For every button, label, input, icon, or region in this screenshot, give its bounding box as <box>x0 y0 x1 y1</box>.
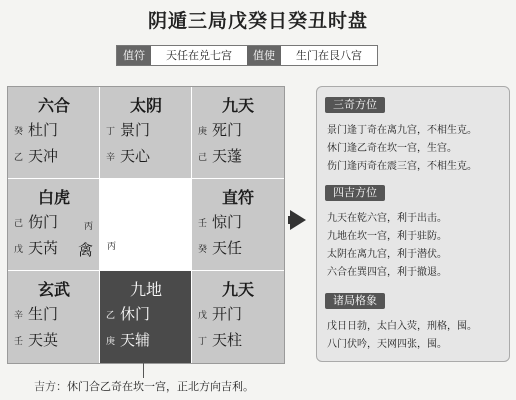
palace-stem-top: 乙 <box>106 311 116 321</box>
palace-zhen <box>8 179 100 271</box>
palace-god: 太阴 <box>129 96 162 115</box>
siji-line: 太阴在离九宫，利于潜伏。 <box>327 249 447 260</box>
footer-label: 吉方： <box>34 380 67 393</box>
palace-stem-top: 戊 <box>198 311 208 321</box>
palace-side-stem: 丙 <box>83 222 93 232</box>
palace-li <box>100 87 192 179</box>
zhi-fu-label: 值符 <box>117 46 151 65</box>
palace-god: 九天 <box>221 96 254 115</box>
palace-star: 天蓬 <box>212 147 243 165</box>
palace-stem-bottom: 乙 <box>14 153 24 163</box>
palace-kun <box>192 87 284 179</box>
palace-kan <box>100 271 192 363</box>
palace-star: 天冲 <box>28 147 59 165</box>
palace-god: 玄武 <box>37 280 70 299</box>
palace-door: 休门 <box>120 305 151 323</box>
palace-stem-top: 癸 <box>14 127 24 137</box>
palace-door: 杜门 <box>28 121 59 139</box>
arrow-right-icon <box>290 210 306 230</box>
palace-center-stem: 丙 <box>107 242 117 252</box>
footer-note <box>34 378 254 394</box>
palace-door: 死门 <box>212 121 243 139</box>
palace-god: 六合 <box>37 96 70 115</box>
siji-line: 九天在乾六宫，利于出击。 <box>327 213 447 224</box>
pointer-line <box>143 362 144 378</box>
palace-stem-top: 庚 <box>198 127 208 137</box>
palace-stem-bottom: 庚 <box>106 337 116 347</box>
palace-stem-top: 己 <box>14 219 24 229</box>
zhi-bar <box>116 45 378 66</box>
palace-door: 景门 <box>120 121 151 139</box>
footer-text: 休门合乙奇在坎一宫，正北方向吉利。 <box>67 380 254 393</box>
page-title: 阴遁三局戊癸日癸丑时盘 <box>147 10 368 32</box>
palace-stem-bottom: 辛 <box>106 153 116 163</box>
palace-xun <box>8 87 100 179</box>
palace-qian <box>192 271 284 363</box>
sanqi-line: 休门逢乙奇在坎一宫，生宫。 <box>327 143 457 154</box>
palace-star: 天辅 <box>120 331 151 349</box>
palace-stem-top: 丁 <box>106 127 116 137</box>
palace-god: 九地 <box>129 280 162 299</box>
siji-line: 九地在坎一宫，利于驻防。 <box>327 231 447 242</box>
palace-door: 生门 <box>28 305 59 323</box>
sanqi-line: 景门逢丁奇在离九宫，不相生克。 <box>327 125 477 136</box>
palace-god: 白虎 <box>37 188 70 207</box>
analysis-panel <box>316 86 510 362</box>
palace-stem-bottom: 己 <box>198 153 208 163</box>
palace-stem-top: 壬 <box>198 219 208 229</box>
palace-star: 天英 <box>28 331 59 349</box>
nine-palace-grid <box>7 86 285 364</box>
palace-star: 天芮 <box>28 239 59 257</box>
palace-stem-bottom: 癸 <box>198 245 208 255</box>
palace-dui <box>192 179 284 271</box>
palace-side-star: 禽 <box>77 241 93 259</box>
section-title-geju: 诸局格象 <box>325 293 385 309</box>
sanqi-line: 伤门逢丙奇在震三宫，不相生克。 <box>327 161 477 172</box>
zhi-shi-value: 生门在艮八宫 <box>281 46 377 65</box>
palace-star: 天任 <box>212 239 243 257</box>
palace-center <box>100 179 192 271</box>
geju-line: 八门伏吟，天网四张，囤。 <box>327 339 447 350</box>
palace-god: 直符 <box>221 188 254 207</box>
palace-stem-top: 辛 <box>14 311 24 321</box>
palace-gen <box>8 271 100 363</box>
palace-door: 伤门 <box>28 213 59 231</box>
palace-star: 天柱 <box>212 331 243 349</box>
siji-line: 六合在巽四宫，利于撤退。 <box>327 267 447 278</box>
palace-stem-bottom: 壬 <box>14 337 24 347</box>
palace-door: 惊门 <box>212 213 243 231</box>
zhi-shi-label: 值使 <box>247 46 281 65</box>
palace-door: 开门 <box>212 305 243 323</box>
section-title-sanqi: 三奇方位 <box>325 97 385 113</box>
palace-star: 天心 <box>120 147 151 165</box>
palace-stem-bottom: 戊 <box>14 245 24 255</box>
geju-line: 戊日日勃，太白入荧，刑格，囤。 <box>327 321 477 332</box>
palace-stem-bottom: 丁 <box>198 337 208 347</box>
section-title-siji: 四吉方位 <box>325 185 385 201</box>
zhi-fu-value: 天任在兑七宫 <box>151 46 247 65</box>
palace-god: 九天 <box>221 280 254 299</box>
